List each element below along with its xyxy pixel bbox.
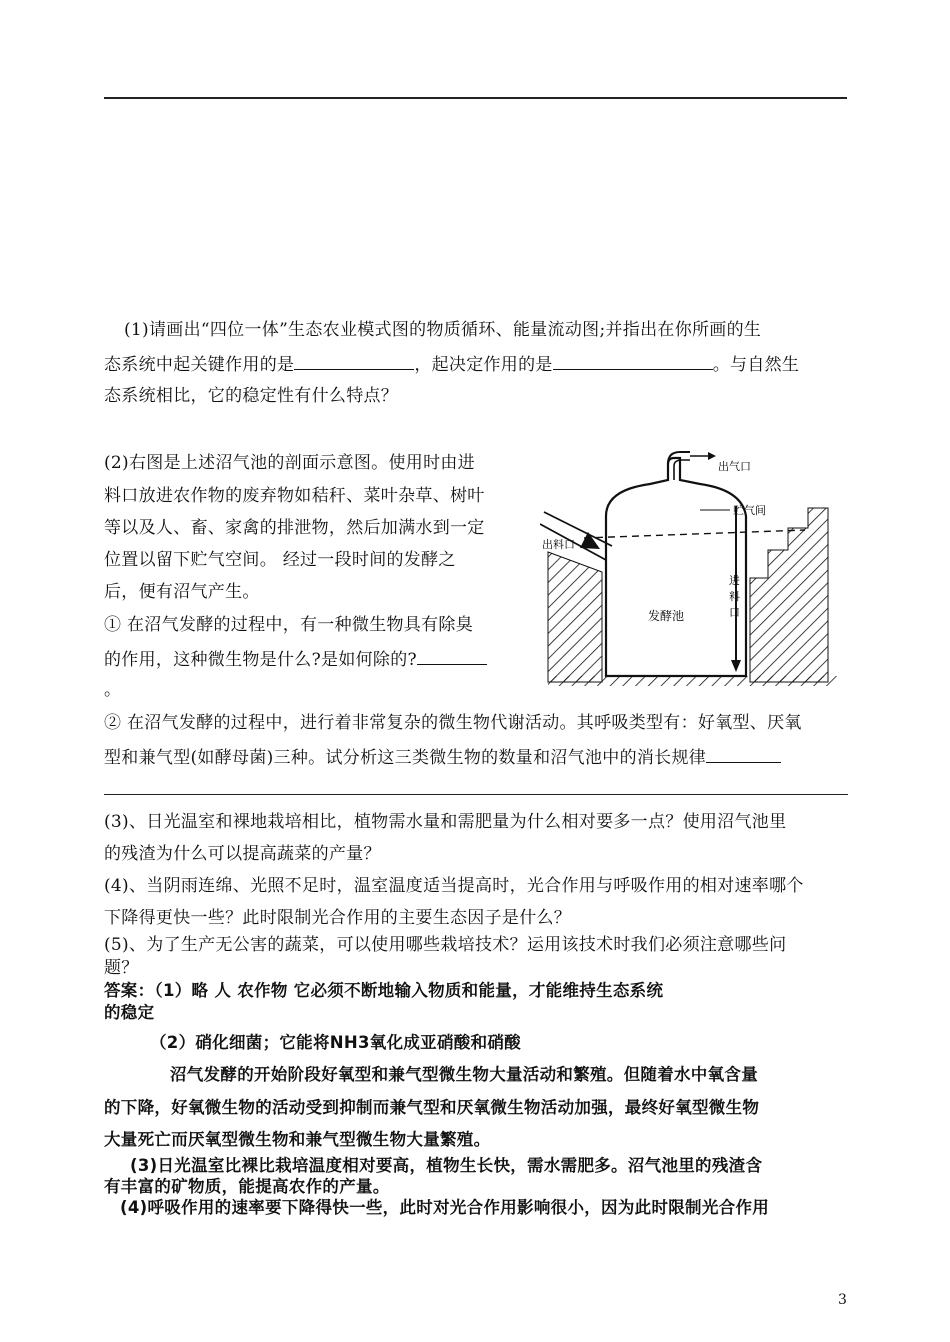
digester-tank-outline [606,458,746,676]
q4-line1: (4)、当阴雨连绵、光照不足时，温室温度适当提高时，光合作用与呼吸作用的相对速率哪个 [104,876,804,896]
answer-line5: 的下降，好氧微生物的活动受到抑制而兼气型和厌氧微生物活动加强，最终好氧型微生物 [104,1098,760,1117]
q2-sub2-line2 [104,748,781,767]
inlet-arrow-icon [731,660,741,672]
answer-blank-key-role[interactable] [294,355,414,370]
label-gas-outlet: 出气口 [718,460,751,473]
left-soil-hatch [548,552,602,682]
q1-line2-c: 。与自然生 [712,355,800,375]
q1-line2-b: ，起决定作用的是 [414,355,553,375]
right-soil-hatch [750,508,828,682]
q1-line2 [104,355,799,374]
label-inlet-1: 进 [729,574,740,587]
q2-line3: 等以及人、畜、家禽的排泄物，然后加满水到一定 [104,518,485,538]
label-tank: 发酵池 [648,609,685,623]
q3-line1: (3)、日光温室和裸地栽培相比，植物需水量和需肥量为什么相对要多一点？使用沼气池里 [104,812,787,832]
q2-line5: 后，便有沼气产生。 [104,582,260,602]
q4-line2: 下降得更快一些？此时限制光合作用的主要生态因子是什么？ [104,908,572,928]
biogas-digester-diagram [540,450,850,690]
answer-line1: 答案：（1）略 人 农作物 它必须不断地输入物质和能量，才能维持生态系统 [104,981,664,1000]
answer-blank-decisive-role[interactable] [553,355,713,370]
liquid-level-line [584,530,805,538]
answer-blank-deodorize[interactable] [417,650,487,665]
answer-line4: 沼气发酵的开始阶段好氧型和兼气型微生物大量活动和繁殖。但随着水中氧含量 [170,1065,758,1084]
q2-sub1-end: 。 [104,680,122,700]
q1-line3: 态系统相比，它的稳定性有什么特点？ [104,386,399,406]
q1-line1: (1)请画出“四位一体”生态农业模式图的物质循环、能量流动图;并指出在你所画的生 [124,320,762,340]
q3-line2: 的残渣为什么可以提高蔬菜的产量？ [104,844,381,864]
label-gas-storage: 贮气间 [733,504,766,517]
answer-line9: (4)呼吸作用的速率要下降得快一些，此时对光合作用影响很小，因为此时限制光合作用 [120,1198,770,1217]
answer-line2: 的稳定 [104,1003,155,1022]
q2-sub1-line2 [104,650,487,669]
q2-sub1-line1: ① 在沼气发酵的过程中，有一种微生物具有除臭 [104,615,474,635]
q2-sub2-line1: ② 在沼气发酵的过程中，进行着非常复杂的微生物代谢活动。其呼吸类型有：好氧型、厌氧 [104,713,802,733]
page-number: 3 [838,1292,847,1308]
gas-outlet-arrow-icon [708,452,716,460]
label-inlet-3: 口 [729,606,740,619]
gas-outlet-pipe-inner [674,460,690,480]
q5-line1: (5)、为了生产无公害的蔬菜，可以使用哪些栽培技术？运用该技术时我们必须注意哪些问 [104,935,787,955]
q2-line2: 料口放进农作物的废弃物如秸秆、菜叶杂草、树叶 [104,486,485,506]
label-discharge: 出料口 [542,538,575,551]
label-inlet-2: 料 [729,590,740,603]
q2-line1: (2)右图是上述沼气池的剖面示意图。使用时由进 [104,453,475,473]
header-rule [104,97,847,99]
answer-line7: (3)日光温室比裸比栽培温度相对要高，植物生长快，需水需肥多。沼气池里的残渣含 [130,1156,763,1175]
q2-sub1-question: 的作用，这种微生物是什么?是如何除的? [104,650,417,670]
bottom-soil-hatch [548,676,838,686]
q2-line4: 位置以留下贮气空间。 经过一段时间的发酵之 [104,550,456,570]
answer-line6: 大量死亡而厌氧型微生物和兼气型微生物大量繁殖。 [104,1130,491,1149]
answer-blank-growth-pattern[interactable] [706,748,781,763]
q5-line2: 题？ [104,958,139,978]
answer-line-full[interactable] [104,794,848,795]
answer-line3: （2）硝化细菌；它能将NH3氧化成亚硝酸和硝酸 [150,1033,521,1052]
answer-line8: 有丰富的矿物质，能提高农作的产量。 [104,1177,390,1196]
q2-sub2-question: 型和兼气型(如酵母菌)三种。试分析这三类微生物的数量和沼气池中的消长规律 [104,748,707,768]
q1-line2-a: 态系统中起关键作用的是 [104,355,295,375]
